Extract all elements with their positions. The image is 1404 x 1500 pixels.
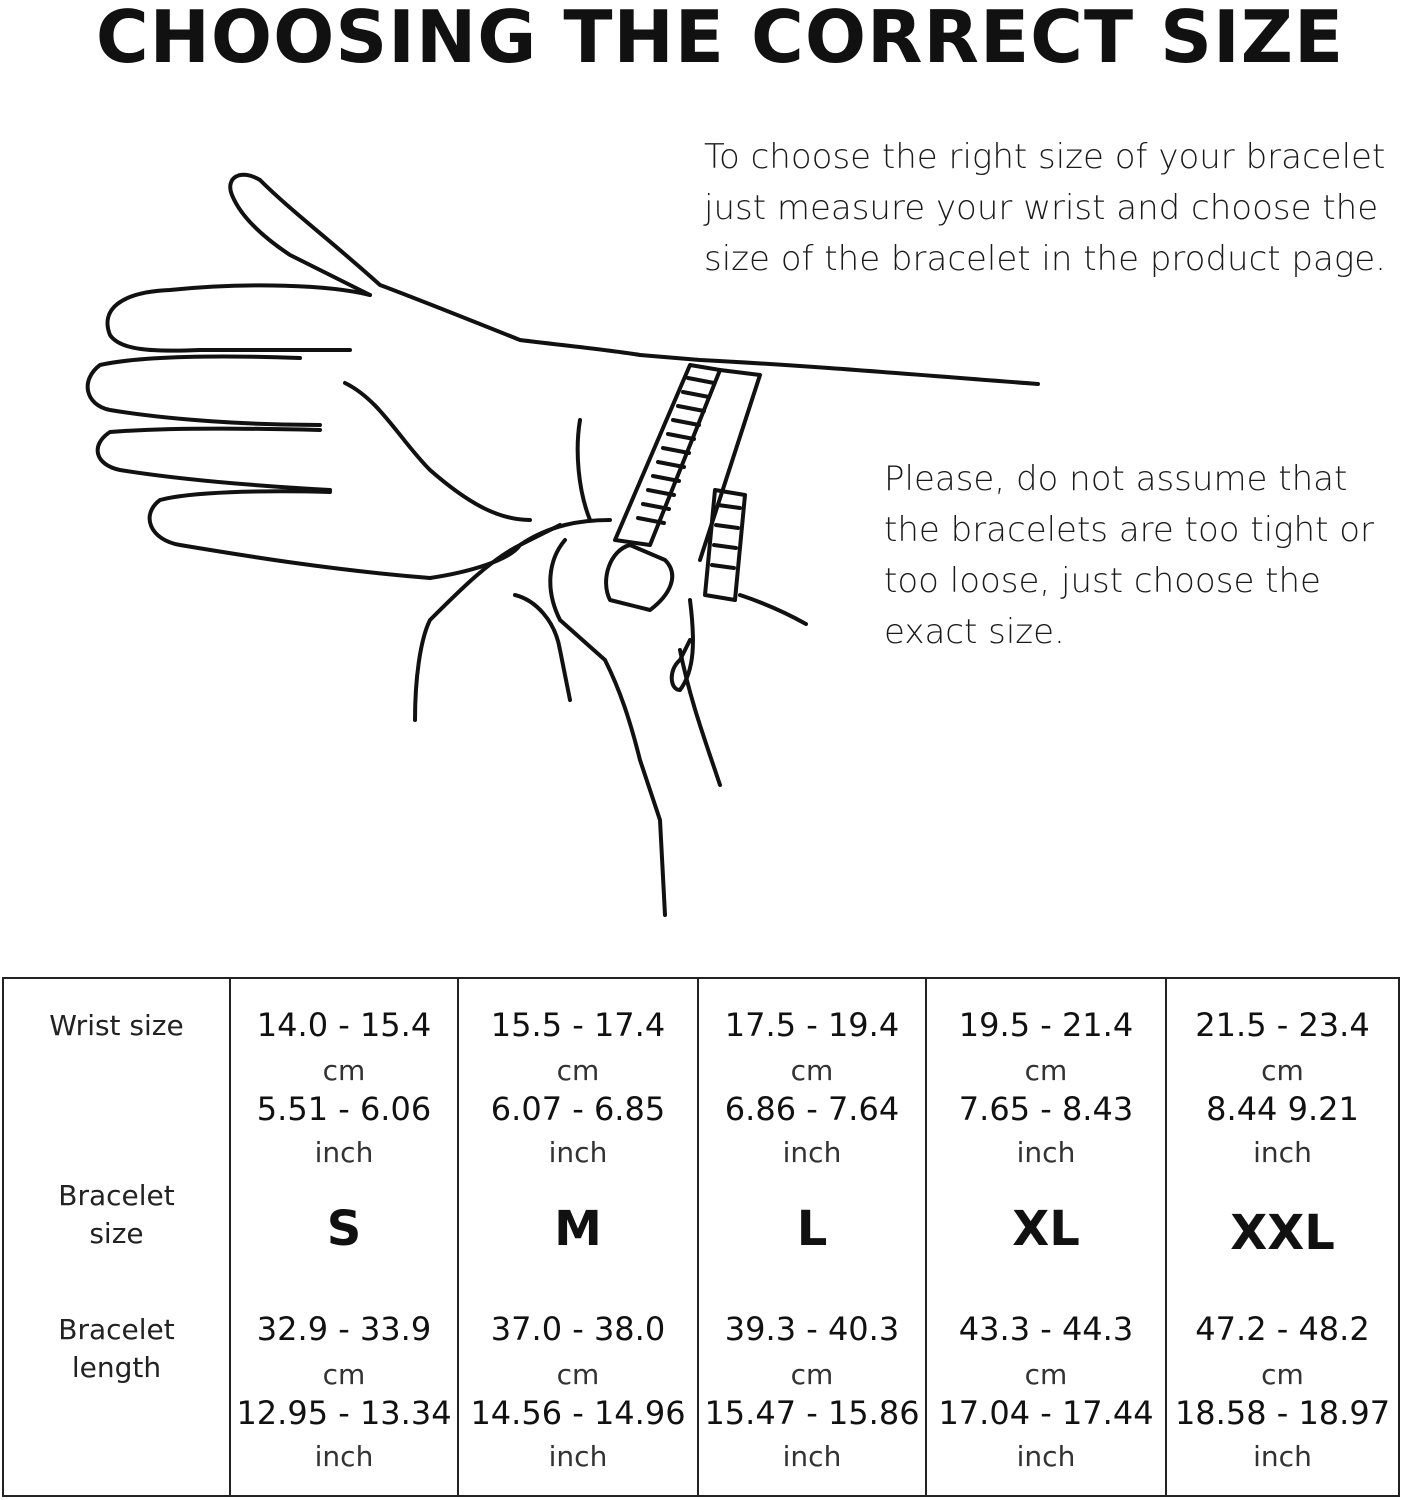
wrist-cm-range: 14.0 - 15.4 <box>256 1006 432 1044</box>
inch-unit: inch <box>1016 1440 1076 1473</box>
length-inch-range: 12.95 - 13.34 <box>236 1394 452 1432</box>
length-inch-range: 14.56 - 14.96 <box>470 1394 686 1432</box>
bracelet-size-value: L <box>796 1201 828 1257</box>
length-inch-range: 15.47 - 15.86 <box>704 1394 920 1432</box>
wrist-inch-range: 8.44 9.21 <box>1206 1090 1359 1128</box>
size-column-xl <box>927 979 1167 1495</box>
bracelet-size-value: S <box>326 1201 362 1257</box>
length-cm-range: 37.0 - 38.0 <box>490 1310 666 1348</box>
inch-unit: inch <box>782 1136 842 1169</box>
length-cm-range: 32.9 - 33.9 <box>256 1310 432 1348</box>
inch-unit: inch <box>782 1440 842 1473</box>
inch-unit: inch <box>1253 1440 1312 1473</box>
length-cm-range: 39.3 - 40.3 <box>724 1310 900 1348</box>
cm-unit: cm <box>322 1358 366 1391</box>
bracelet-size-value: M <box>554 1201 602 1257</box>
inch-unit: inch <box>314 1440 374 1473</box>
bracelet-size-label-line1: Bracelet <box>58 1179 175 1212</box>
bracelet-size-value: XXL <box>1230 1205 1335 1261</box>
note-line: just measure your wrist and choose the <box>704 188 1379 228</box>
wrist-cm-range: 17.5 - 19.4 <box>724 1006 900 1044</box>
note-line: the bracelets are too tight or <box>884 510 1375 550</box>
cm-unit: cm <box>1261 1358 1304 1391</box>
wrist-inch-range: 6.86 - 7.64 <box>724 1090 900 1128</box>
inch-unit: inch <box>1253 1136 1312 1169</box>
inch-unit: inch <box>548 1136 608 1169</box>
size-chart-table <box>2 977 1400 1497</box>
length-inch-range: 18.58 - 18.97 <box>1174 1394 1391 1432</box>
wrist-inch-range: 7.65 - 8.43 <box>958 1090 1134 1128</box>
cm-unit: cm <box>556 1358 600 1391</box>
cm-unit: cm <box>790 1358 834 1391</box>
length-cm-range: 47.2 - 48.2 <box>1195 1310 1370 1348</box>
note-line: To choose the right size of your bracelet <box>704 137 1386 177</box>
wrist-cm-range: 21.5 - 23.4 <box>1195 1006 1370 1044</box>
length-inch-range: 17.04 - 17.44 <box>938 1394 1154 1432</box>
bracelet-length-label-line2: length <box>71 1351 162 1384</box>
inch-unit: inch <box>1016 1136 1076 1169</box>
length-cm-range: 43.3 - 44.3 <box>958 1310 1134 1348</box>
cm-unit: cm <box>1261 1054 1304 1087</box>
bracelet-length-label-line1: Bracelet <box>58 1313 175 1346</box>
cm-unit: cm <box>556 1054 600 1087</box>
bracelet-size-value: XL <box>1012 1201 1080 1257</box>
note-line: size of the bracelet in the product page. <box>704 239 1386 279</box>
wrist-size-label: Wrist size <box>49 1009 184 1042</box>
wrist-cm-range: 19.5 - 21.4 <box>958 1006 1134 1044</box>
wrist-inch-range: 5.51 - 6.06 <box>256 1090 432 1128</box>
bracelet-size-label-line2: size <box>89 1217 144 1250</box>
note-line: exact size. <box>884 612 1065 652</box>
wrist-cm-range: 15.5 - 17.4 <box>490 1006 666 1044</box>
wrist-inch-range: 6.07 - 6.85 <box>490 1090 666 1128</box>
instruction-note-exact-size <box>884 454 1374 658</box>
cm-unit: cm <box>790 1054 834 1087</box>
size-column-xxl <box>1167 979 1398 1495</box>
instruction-note-measure <box>704 132 1386 285</box>
size-column-l <box>699 979 927 1495</box>
inch-unit: inch <box>314 1136 374 1169</box>
page-title: CHOOSING THE CORRECT SIZE <box>95 0 1345 79</box>
size-column-m <box>459 979 699 1495</box>
size-column-s <box>231 979 459 1495</box>
cm-unit: cm <box>1024 1358 1068 1391</box>
note-line: too loose, just choose the <box>884 561 1321 601</box>
cm-unit: cm <box>1024 1054 1068 1087</box>
cm-unit: cm <box>322 1054 366 1087</box>
inch-unit: inch <box>548 1440 608 1473</box>
note-line: Please, do not assume that <box>884 459 1348 499</box>
row-labels-column <box>4 979 231 1495</box>
